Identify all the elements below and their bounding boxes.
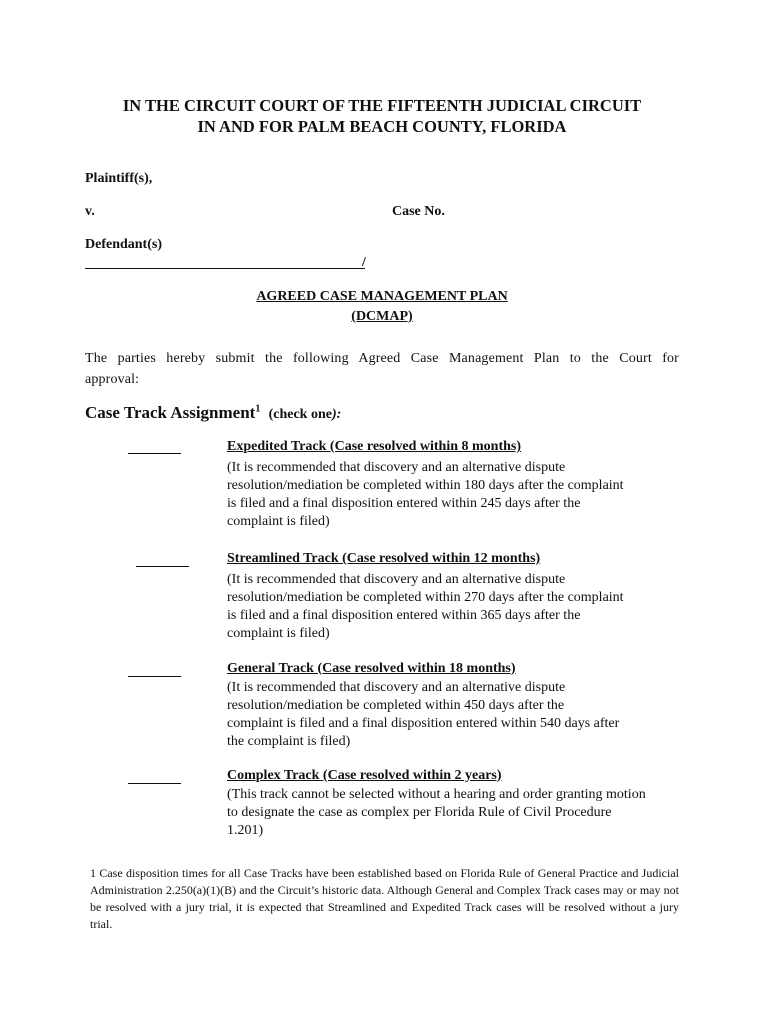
defendant-label: Defendant(s): [85, 237, 162, 252]
streamlined-track-line: resolution/mediation be completed within 270 days after the complaint: [227, 590, 624, 605]
plan-title: AGREED CASE MANAGEMENT PLAN: [256, 289, 508, 304]
caption-slash: /: [362, 255, 366, 270]
general-track-description: [227, 679, 619, 751]
caption-rule: [85, 268, 365, 269]
check-one-prefix: (check one: [268, 407, 332, 422]
streamlined-track-line: (It is recommended that discovery and an alternative dispute: [227, 572, 566, 587]
general-track-line: resolution/mediation be completed within 450 days after the: [227, 698, 565, 713]
court-heading-line1: IN THE CIRCUIT COURT OF THE FIFTEENTH JUDICIAL CIRCUIT: [122, 96, 642, 115]
general-track-blank[interactable]: [128, 676, 181, 677]
expedited-track-description: [227, 459, 624, 531]
expedited-track-blank[interactable]: [128, 453, 181, 454]
versus-label: v.: [85, 204, 95, 219]
case-track-heading-text: Case Track Assignment: [85, 403, 256, 422]
court-heading-line2: IN AND FOR PALM BEACH COUNTY, FLORIDA: [197, 117, 567, 136]
complex-track-description: [227, 786, 646, 840]
expedited-track-line: complaint is filed): [227, 514, 330, 529]
complex-track-blank[interactable]: [128, 783, 181, 784]
check-one-suffix: ):: [331, 407, 342, 422]
complex-track-title: Complex Track (Case resolved within 2 years): [227, 768, 502, 783]
expedited-track-line: (It is recommended that discovery and an alternative dispute: [227, 460, 566, 475]
streamlined-track-title: Streamlined Track (Case resolved within 12 months): [227, 551, 541, 566]
expedited-track-line: is filed and a final disposition entered within 245 days after the: [227, 496, 581, 511]
general-track-line: complaint is filed and a final disposition entered within 540 days after: [227, 716, 620, 731]
case-track-heading: [85, 403, 341, 423]
streamlined-track-blank[interactable]: [136, 566, 189, 567]
plan-subtitle: (DCMAP): [351, 309, 413, 324]
footnote-marker: 1: [255, 403, 261, 415]
expedited-track-line: resolution/mediation be completed within 180 days after the complaint: [227, 478, 624, 493]
case-number-label: Case No.: [392, 204, 445, 219]
check-one-instruction: [269, 407, 342, 422]
general-track-line: the complaint is filed): [227, 734, 351, 749]
general-track-title: General Track (Case resolved within 18 months): [227, 661, 516, 676]
intro-paragraph: The parties hereby submit the following Agreed Case Management Plan to the Court for approval:: [85, 351, 679, 387]
expedited-track-title: Expedited Track (Case resolved within 8 months): [227, 439, 522, 454]
streamlined-track-line: is filed and a final disposition entered within 365 days after the: [227, 608, 581, 623]
general-track-line: (It is recommended that discovery and an alternative dispute: [227, 680, 566, 695]
plaintiff-label: Plaintiff(s),: [85, 171, 153, 186]
complex-track-line: 1.201): [227, 823, 264, 838]
complex-track-line: (This track cannot be selected without a hearing and order granting motion: [227, 787, 646, 802]
footnote: 1 Case disposition times for all Case Tracks have been established based on Florida Rule of General Practice and Judicial Administration 2.250(a)(1)(B) and the Circuit’s historic data. Although General and Complex Track cases may or may not be resolved with a jury trial, it is expected that Streamlined and Expedited Track cases will be resolved without a jury trial.: [90, 866, 679, 931]
complex-track-line: to designate the case as complex per Florida Rule of Civil Procedure: [227, 805, 612, 820]
streamlined-track-description: [227, 571, 624, 643]
streamlined-track-line: complaint is filed): [227, 626, 330, 641]
